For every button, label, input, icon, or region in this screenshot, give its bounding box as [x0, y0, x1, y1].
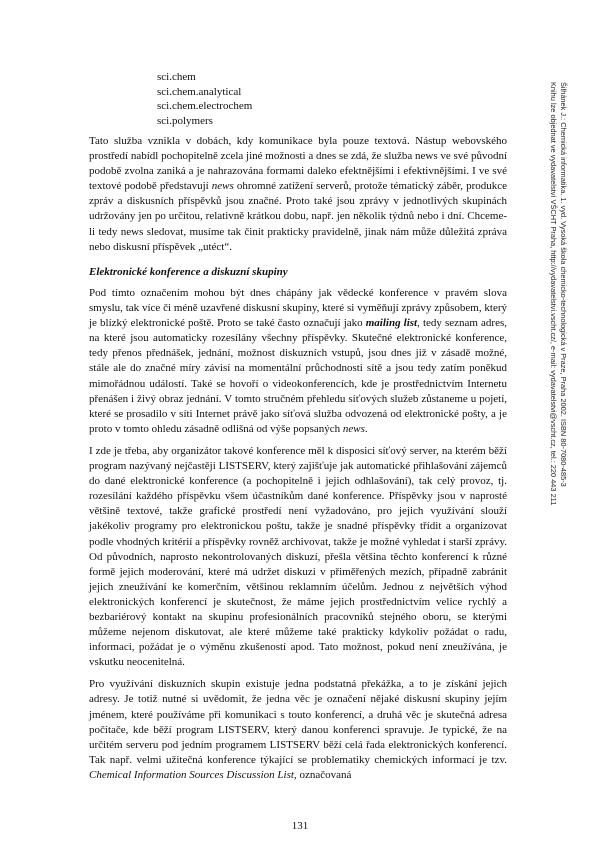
list-name-term: Chemical Information Sources Discussion List: [89, 768, 294, 781]
citation-line: Šilhánek J.: Chemická informatika. 1. vyd. Vysoká škola chemicko-technologická v Praze, Praha 2002. ISBN 80-7080-485-3: [559, 82, 568, 487]
newsgroup-item: sci.chem.electrochem: [157, 100, 253, 113]
newsgroup-item: sci.polymers: [157, 115, 213, 128]
mailing-list-term: mailing list: [365, 317, 418, 330]
side-citation: [548, 82, 568, 505]
news-term: news: [211, 180, 234, 193]
page-number: 131: [291, 820, 309, 832]
conference-text-block: [89, 286, 507, 790]
paragraph-listserv: I zde je třeba, aby organizátor takové konference měl k disposici síťový server, na kterém běží program nazývaný nejčastěji LISTSERV, který zajišťuje jak automatické přihlašování zájemců do dané elektronické konference (a pochopitelně i jejich odhlašování), tak celý provoz, tj. rozesílání každého příspěvku všem účastníkům dané konference. Příspěvky jsou v naprosté většině textové, takže grafické prostředí není vyžadováno, pro jejich využívání slouží jakékoliv programy pro elektronickou poštu, takže je snadné příspěvky třídit a organizovat podle vhodných kritérií a příspěvky rovněž archivovat, takže je možné vyhledat i starší zprávy. Od původních, naprosto nekontrolovaných diskuzí, přešla většina těchto konferencí k různé formě jejich moderování, které má udržet diskuzi v přiměřených mezích, případně zabránit jejich zneužívání ke komerčním, většinou reklamním účelům. Jednou z největších výhod elektronických konferencí je skutečnost, že máme jejich prostřednictvím velice rychlý a bezbariérový kontakt na skupinu profesionálních pracovníků stejného oboru, se kterými můžeme nejenom diskutovat, ale které můžeme také prakticky kdykoliv požádat o radu, informaci, požádat je o výměnu zkušeností apod. Tato možnost, pokud není zneužívána, je vskutku neocenitelná.: [89, 444, 507, 669]
paragraph-conference-intro: Pod tímto označením mohou být dnes chápány jak vědecké konference v pravém slova smyslu, tak více či méně uzavřené diskusní skupiny, které si vyměňují zprávy způsobem, který je blízký elektronické poště. Proto se také často označují jako mailing list, tedy seznam adres, na které jsou automaticky rozesílány všechny příspěvky. Skutečné elektronické konference, tedy přenos přednášek, jednání, možnost diskuzních vstupů, jsou dnes již v zásadě možné, stále ale do značné míry závisí na momentální průchodnosti sítě a jsou tedy zatím poněkud mimořádnou událostí. Také se hovoří o videokonferencích, kde je prostřednictvím Internetu přenášen i živý obraz jednání. V tomto stručném přehledu síťových služeb zůstaneme u pojetí, které se prosadilo v síti Internet právě jako síťová služba odvozená od elektronické pošty, a je proto v tomto ohledu zásadně odlišná od výše popsaných news.: [89, 287, 508, 435]
paragraph-addresses: Pro využívání diskuzních skupin existuje jedna podstatná překážka, a to je získání jejich adresy. Je totiž nutné si uvědomit, že jedna věc je označení nějaké diskusní skupiny jejím jménem, které používáme při komunikaci s touto konferencí, a druhá věc je skutečná adresa počítače, kde běží program LISTSERV, který danou konferenci spravuje. Je typické, že na určitém serveru pod jedním programem LISTSERV běží celá řada elektronických konferencí. Tak např. velmi užitečná konference týkající se problematiky chemických informací je tzv. Chemical Information Sources Discussion List, označovaná: [89, 678, 507, 781]
paragraph-news-description: Tato služba vznikla v dobách, kdy komunikace byla pouze textová. Nástup webovského prostředí nabídl pochopitelně zcela jiné možnosti a dnes se zdá, že služba news ve své původní podobě zvolna zaniká a je nahrazována formami daleko efektnějšími i efektivnějšími. I ve své textové podobě představují news ohromné zatížení serverů, protože tématický záběr, produkce zpráv a diskusních příspěvků jsou značné. Proto také jsou zprávy v jednotlivých skupinách udržovány jen po určitou, relativně krátkou dobu, např. jen několik týdnů nebo i dní. Chceme-li tedy news sledovat, musíme tak činit prakticky pravidelně, jinak nám může důležitá zpráva nebo diskusní příspěvek „utéct“.: [89, 135, 507, 253]
order-info-line: Knihu lze objednat ve vydavatelství VŠCHT Praha, http://vydavatelstvi.vscht.cz/, e-mail: vydavatelstvi@vscht.cz, tel.: 220 443 211: [549, 82, 558, 506]
news-paragraph-block: [89, 134, 507, 262]
newsgroup-list: [157, 70, 252, 129]
newsgroup-item: sci.chem.analytical: [157, 85, 242, 98]
news-term: news: [342, 422, 365, 435]
newsgroup-item: sci.chem: [157, 71, 196, 83]
section-heading: Elektronické konference a diskuzní skupiny: [89, 266, 288, 278]
